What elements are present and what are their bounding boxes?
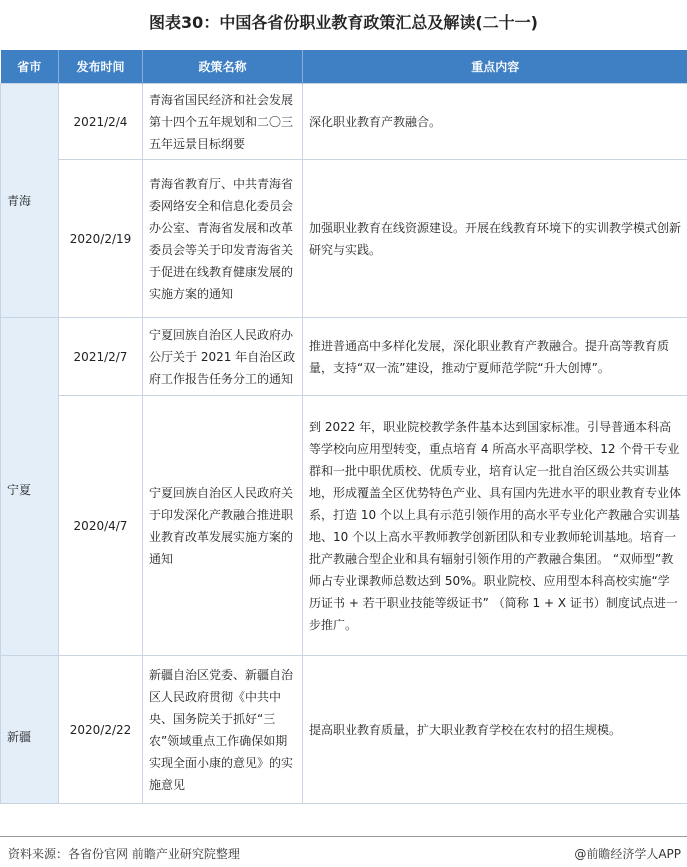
province-label: 新疆 — [7, 726, 52, 748]
key-points-cell: 加强职业教育在线资源建设。开展在线教育环境下的实训教学模式创新研究与实践。 — [303, 160, 687, 318]
policy-name-cell: 青海省国民经济和社会发展第十四个五年规划和二〇三五年远景目标纲要 — [143, 84, 303, 160]
date-cell: 2020/4/7 — [59, 396, 143, 656]
brand-credit — [574, 845, 681, 862]
column-header-province: 省市 — [1, 50, 59, 84]
source-note: 资料来源：各省份官网 前瞻产业研究院整理 — [8, 845, 240, 862]
date-cell: 2021/2/7 — [59, 318, 143, 396]
date-cell: 2020/2/22 — [59, 656, 143, 804]
table-row — [1, 656, 687, 804]
table-header-row — [1, 50, 687, 84]
column-header-date: 发布时间 — [59, 50, 143, 84]
table-row — [1, 318, 687, 396]
column-header-key-points: 重点内容 — [303, 50, 687, 84]
key-points-cell: 推进普通高中多样化发展，深化职业教育产教融合。提升高等教育质量，支持“双一流”建设，推动宁夏师范学院“升大创博”。 — [303, 318, 687, 396]
table-row — [1, 84, 687, 160]
policy-table — [0, 50, 687, 804]
policy-name-cell: 新疆自治区党委、新疆自治区人民政府贯彻《中共中央、国务院关于抓好“三农”领域重点工作确保如期实现全面小康的意见》的实施意见 — [143, 656, 303, 804]
page-title: 图表30：中国各省份职业教育政策汇总及解读(二十一) — [0, 10, 687, 33]
province-label: 青海 — [7, 190, 52, 212]
province-cell — [1, 84, 59, 318]
policy-name-cell: 宁夏回族自治区人民政府办公厅关于 2021 年自治区政府工作报告任务分工的通知 — [143, 318, 303, 396]
policy-name-cell: 青海省教育厅、中共青海省委网络安全和信息化委员会办公室、青海省发展和改革委员会等关于印发青海省关于促进在线教育健康发展的实施方案的通知 — [143, 160, 303, 318]
key-points-cell: 深化职业教育产教融合。 — [303, 84, 687, 160]
column-header-policy-name: 政策名称 — [143, 50, 303, 84]
province-label: 宁夏 — [7, 479, 52, 501]
table-row — [1, 160, 687, 318]
footer — [0, 836, 687, 867]
date-cell: 2021/2/4 — [59, 84, 143, 160]
date-cell: 2020/2/19 — [59, 160, 143, 318]
policy-name-cell: 宁夏回族自治区人民政府关于印发深化产教融合推进职业教育改革发展实施方案的通知 — [143, 396, 303, 656]
brand-text: @前瞻经济学人APP — [574, 847, 681, 861]
key-points-cell: 提高职业教育质量，扩大职业教育学校在农村的招生规模。 — [303, 656, 687, 804]
province-cell — [1, 318, 59, 656]
table-row — [1, 396, 687, 656]
key-points-cell: 到 2022 年，职业院校教学条件基本达到国家标准。引导普通本科高等学校向应用型转变，重点培育 4 所高水平高职学校、12 个骨干专业群和一批中职优质校、优质专业，培育认定一批自治区级公共实训基地，形成覆盖全区优势特色产业、具有国内先进水平的职业教育专业体系，打造 10 个以上具有示范引领作用的高水平专业化产教融合实训基地、10 个以上高水平教师教学创新团队和专业教师轮训基地。培育一批产教融合型企业和具有辐射引领作用的产教融合集团。 “双师型”教师占专业课教师总数达到 50%。职业院校、应用型本科高校实施“学历证书 + 若干职业技能等级证书” （简称 1 + X 证书）制度试点进一步推广。 — [303, 396, 687, 656]
province-cell — [1, 656, 59, 804]
